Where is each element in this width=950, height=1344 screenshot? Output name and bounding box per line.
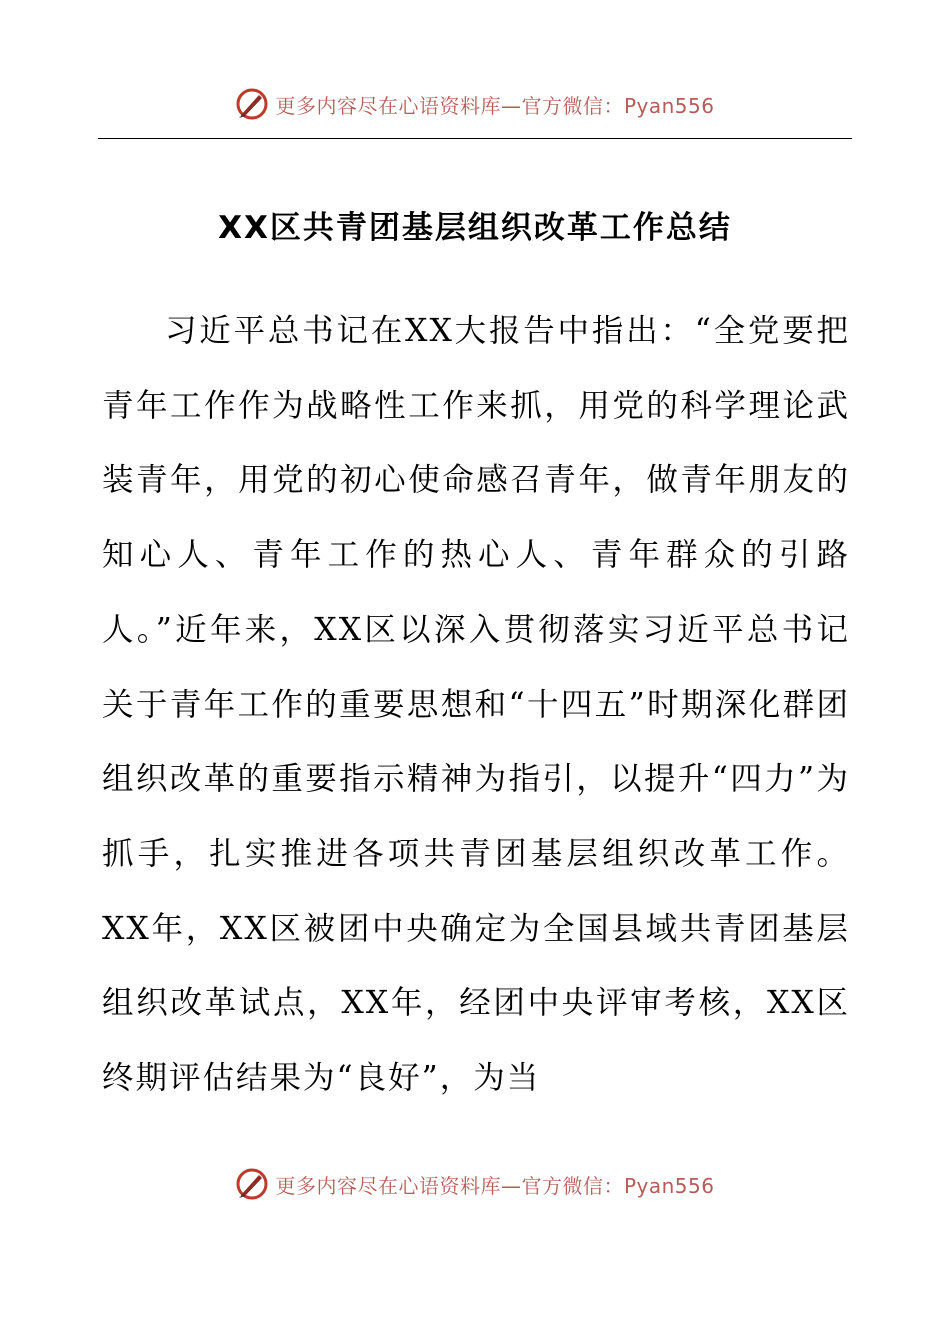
footer-banner <box>0 1164 950 1204</box>
footer-banner-text[interactable]: 更多内容尽在心语资料库—官方微信：Pyan556 <box>275 1173 715 1198</box>
document-paragraph: 习近平总书记在XX大报告中指出：“全党要把青年工作作为战略性工作来抓，用党的科学理论武装青年，用党的初心使命感召青年，做青年朋友的知心人、青年工作的热心人、青年群众的引路人。”近年来，XX区以深入贯彻落实习近平总书记关于青年工作的重要思想和“十四五”时期深化群团组织改革的重要指示精神为指引，以提升“四力”为抓手，扎实推进各项共青团基层组织改革工作。XX年，XX区被团中央确定为全国县域共青团基层组织改革试点，XX年，经团中央评审考核，XX区终期评估结果为“良好”，为当 <box>102 313 850 1097</box>
document-title: XX区共青团基层组织改革工作总结 <box>218 210 732 246</box>
pen-logo-icon <box>235 1167 269 1201</box>
header-banner-text[interactable]: 更多内容尽在心语资料库—官方微信：Pyan556 <box>275 93 715 118</box>
header-banner <box>0 84 950 124</box>
header-divider <box>98 138 852 139</box>
pen-logo-icon <box>235 87 269 121</box>
